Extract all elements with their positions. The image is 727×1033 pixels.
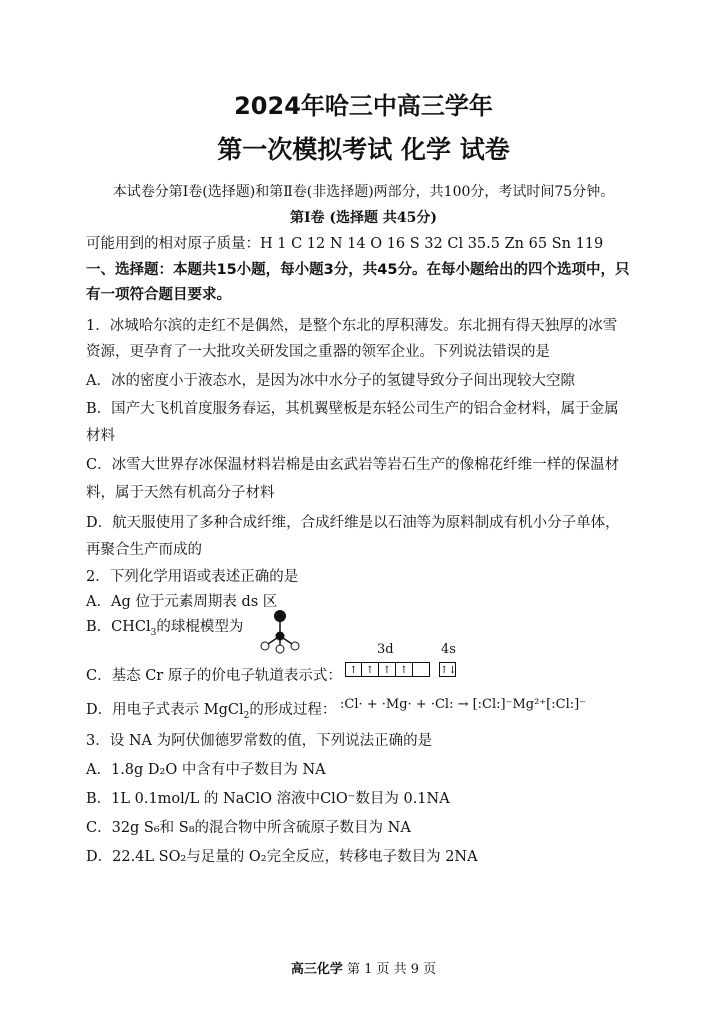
q2-option-b-prefix: B．CHCl — [86, 619, 151, 635]
q2-option-d-prefix: D．用电子式表示 MgCl — [86, 702, 244, 718]
q2-option-c: C．基态 Cr 原子的价电子轨道表示式： — [86, 668, 342, 684]
q2-option-b — [86, 615, 243, 638]
orbital-3d-label: 3d — [377, 642, 394, 657]
orbital-4s-label: 4s — [441, 642, 456, 657]
q3-stem: 3．设 NA 为阿伏伽德罗常数的值，下列说法正确的是 — [86, 733, 433, 749]
q2-stem: 2．下列化学用语或表述正确的是 — [86, 569, 299, 585]
q3-option-a: A．1.8g D₂O 中含有中子数目为 NA — [86, 762, 326, 778]
chcl3-ball-stick-model — [255, 608, 305, 654]
atomic-masses: 可能用到的相对原子质量：H 1 C 12 N 14 O 16 S 32 Cl 35.5 Zn 65 Sn 119 — [86, 236, 604, 252]
q1-stem-line2: 资源，更孕育了一大批攻关研发国之重器的领军企业。下列说法错误的是 — [86, 344, 550, 360]
footer-page-number: 第 1 页 共 9 页 — [342, 962, 437, 977]
q1-option-b-line1: B．国产大飞机首度服务春运，其机翼壁板是东轻公司生产的铝合金材料，属于金属 — [86, 401, 619, 417]
orbital-3d-box-5 — [413, 662, 430, 677]
section1-instruction-line2: 有一项符合题目要求。 — [86, 287, 231, 303]
q1-option-d-line2: 再聚合生产而成的 — [86, 542, 202, 558]
q2-option-b-sub: 3 — [150, 627, 157, 638]
q3-option-d: D．22.4L SO₂与足量的 O₂完全反应，转移电子数目为 2NA — [86, 849, 478, 865]
orbital-4s-box-1: ↑↓ — [439, 662, 456, 677]
orbital-3d-box-2: ↑ — [362, 662, 379, 677]
q2-option-d-sub: 2 — [243, 710, 250, 721]
volume-heading: 第Ⅰ卷 (选择题 共45分) — [289, 210, 438, 226]
q2-option-a: A．Ag 位于元素周期表 ds 区 — [86, 594, 278, 610]
q1-option-a: A．冰的密度小于液态水，是因为冰中水分子的氢键导致分子间出现较大空隙 — [86, 373, 575, 389]
exam-title-line2: 第一次模拟考试 化学 试卷 — [217, 135, 510, 164]
footer-subject: 高三化学 — [290, 962, 343, 977]
q1-option-d-line1: D．航天服使用了多种合成纤维，合成纤维是以石油等为原料制成有机小分子单体， — [86, 515, 620, 531]
mgcl2-electron-formula: :Cl· + ·Mg· + ·Cl: → [:Cl:]⁻Mg²⁺[:Cl:]⁻ — [340, 697, 587, 712]
q2-option-b-suffix: 的球棍模型为 — [156, 619, 244, 635]
orbital-4s-boxes — [439, 659, 456, 678]
section1-instruction-line1: 一、选择题：本题共15小题，每小题3分，共45分。在每小题给出的四个选项中，只 — [86, 262, 630, 278]
orbital-3d-box-4: ↑ — [396, 662, 413, 677]
orbital-3d-boxes — [345, 659, 430, 678]
q2-option-d — [86, 698, 336, 721]
q3-option-b: B．1L 0.1mol/L 的 NaClO 溶液中ClO⁻数目为 0.1NA — [86, 791, 450, 807]
page-footer — [0, 958, 727, 977]
q2-option-d-suffix: 的形成过程： — [249, 702, 337, 718]
q3-option-c: C．32g S₆和 S₈的混合物中所含硫原子数目为 NA — [86, 820, 411, 836]
orbital-3d-box-3: ↑ — [379, 662, 396, 677]
exam-intro: 本试卷分第Ⅰ卷(选择题)和第Ⅱ卷(非选择题)两部分，共100分，考试时间75分钟。 — [112, 184, 615, 200]
q1-option-c-line1: C．冰雪大世界存冰保温材料岩棉是由玄武岩等岩石生产的像棉花纤维一样的保温材 — [86, 457, 620, 473]
q1-option-b-line2: 材料 — [86, 428, 115, 444]
orbital-3d-box-1: ↑ — [345, 662, 362, 677]
exam-title-line1: 2024年哈三中高三学年 — [234, 92, 493, 120]
q1-stem-line1: 1．冰城哈尔滨的走红不是偶然，是整个东北的厚积薄发。东北拥有得天独厚的冰雪 — [86, 318, 618, 334]
q1-option-c-line2: 料，属于天然有机高分子材料 — [86, 485, 275, 501]
